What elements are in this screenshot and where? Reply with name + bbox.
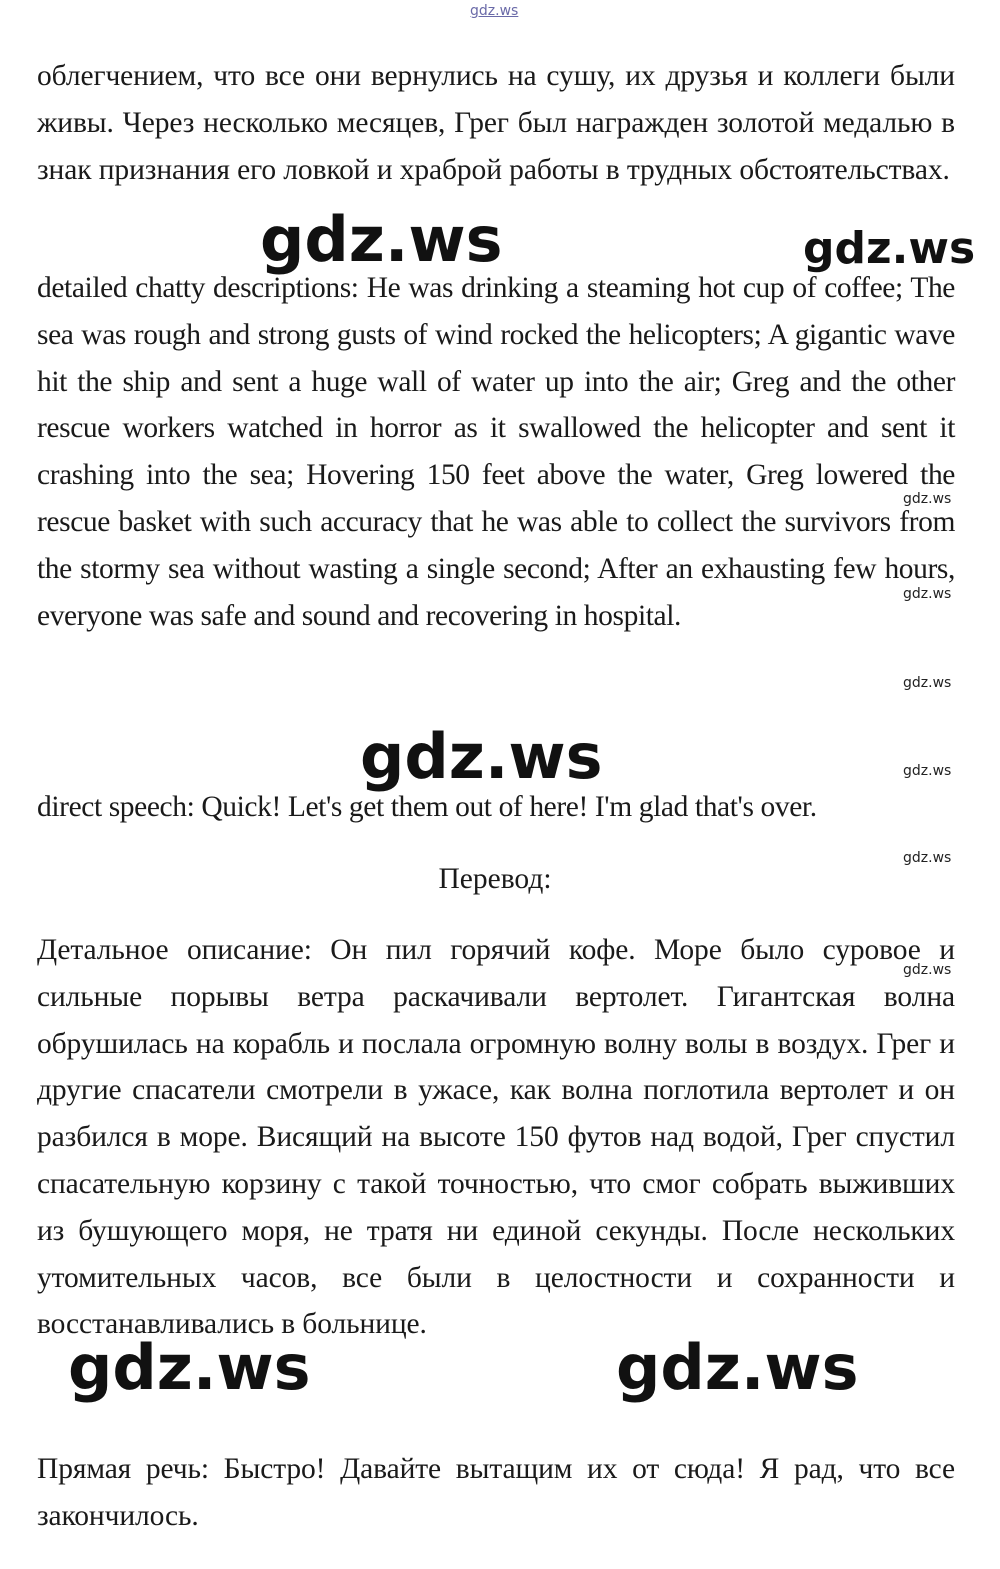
russian-direct-speech-paragraph: Прямая речь: Быстро! Давайте вытащим их от сюда! Я рад, что все закончилось. [37,1453,955,1532]
english-direct-speech-paragraph: direct speech: Quick! Let's get them out of here! I'm glad that's over. [37,791,817,823]
watermark-large: gdz.ws [360,720,603,793]
russian-intro-paragraph: облегчением, что все они вернулись на сушу, их друзья и коллеги были живы. Через несколько месяцев, Грег был награжден золотой медалью в знак признания его ловкой и храброй работы в трудных обстоятельствах. [37,60,955,186]
watermark-large: gdz.ws [616,1331,859,1404]
watermark-large: gdz.ws [260,203,503,276]
watermark-small: gdz.ws [903,491,952,507]
watermark-medium: gdz.ws [803,223,976,274]
watermark-small: gdz.ws [903,850,952,866]
russian-descriptions-paragraph: Детальное описание: Он пил горячий кофе. Море было суровое и сильные порывы ветра раскачивали вертолет. Гигантская волна обрушилась на корабль и послала огромную волну волы в воздух. Грег и другие спасатели смотрели в ужасе, как волна поглотила вертолет и он разбился в море. Висящий на высоте 150 футов над водой, Грег спустил спасательную корзину с такой точностью, что смог собрать выживших из бушующего моря, не тратя ни единой секунды. После нескольких утомительных часов, все были в целостности и сохранности и восстанавливались в больнице. [37,934,955,1341]
watermark-small: gdz.ws [903,675,952,691]
watermark-small: gdz.ws [903,586,952,602]
english-descriptions-paragraph: detailed chatty descriptions: He was drinking a steaming hot cup of coffee; The sea was rough and strong gusts of wind rocked the helicopters; A gigantic wave hit the ship and sent a huge wall of water up into the air; Greg and the other rescue workers watched in horror as it swallowed the helicopter and sent it crashing into the sea; Hovering 150 feet above the water, Greg lowered the rescue basket with such accuracy that he was able to collect the survivors from the stormy sea without wasting a single second; After an exhausting few hours, everyone was safe and sound and recovering in hospital. [37,272,955,632]
watermark-small: gdz.ws [903,763,952,779]
top-watermark-link[interactable]: gdz.ws [470,3,519,19]
watermark-large: gdz.ws [68,1331,311,1404]
translation-heading: Перевод: [438,863,552,895]
watermark-small: gdz.ws [903,962,952,978]
